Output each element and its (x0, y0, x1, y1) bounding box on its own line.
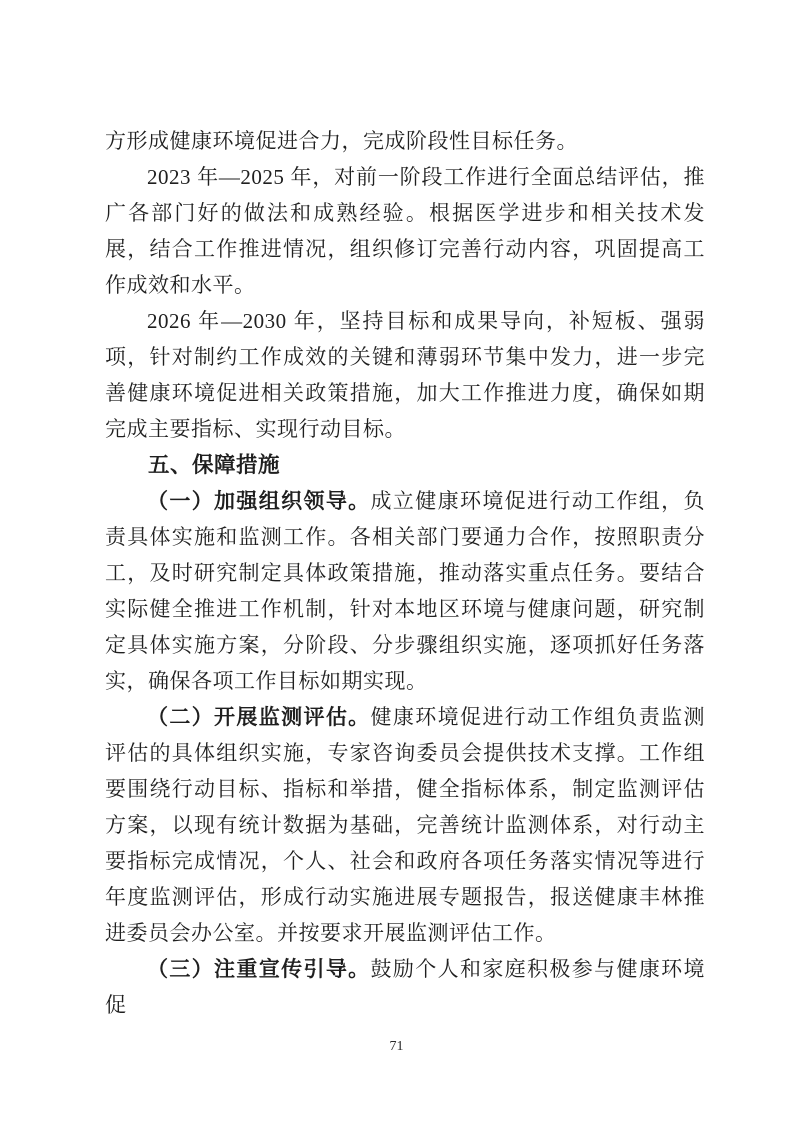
paragraph-2026-2030 (105, 303, 705, 447)
section-heading-text: 五、保障措施 (148, 453, 281, 477)
paragraph-text: 2023 年—2025 年，对前一阶段工作进行全面总结评估，推广各部门好的做法和成熟经验。根据医学进步和相关技术发展，结合工作推进情况，组织修订完善行动内容，巩固提高工作成效和水平。 (105, 165, 705, 297)
paragraph-lead: （三）注重宣传引导。 (147, 957, 371, 981)
paragraph-lead: （一）加强组织领导。 (147, 489, 371, 513)
paragraph-section-2 (105, 699, 705, 951)
document-body (105, 123, 705, 1023)
paragraph-text: 鼓励个人和家庭积极参与健康环境促 (105, 957, 706, 1017)
paragraph-lead: （二）开展监测评估。 (147, 705, 371, 729)
paragraph-text: 2026 年—2030 年，坚持目标和成果导向，补短板、强弱项，针对制约工作成效的关键和薄弱环节集中发力，进一步完善健康环境促进相关政策措施，加大工作推进力度，确保如期完成主要指标、实现行动目标。 (105, 309, 705, 441)
paragraph-section-1 (105, 483, 705, 699)
paragraph-text: 健康环境促进行动工作组负责监测评估的具体组织实施，专家咨询委员会提供技术支撑。工作组要围绕行动目标、指标和举措，健全指标体系，制定监测评估方案，以现有统计数据为基础，完善统计监测体系，对行动主要指标完成情况，个人、社会和政府各项任务落实情况等进行年度监测评估，形成行动实施进展专题报告，报送健康丰林推进委员会办公室。并按要求开展监测评估工作。 (105, 705, 706, 945)
paragraph-2023-2025 (105, 159, 705, 303)
section-heading-safeguard-measures (105, 447, 705, 483)
paragraph-text: 成立健康环境促进行动工作组，负责具体实施和监测工作。各相关部门要通力合作，按照职责分工，及时研究制定具体政策措施，推动落实重点任务。要结合实际健全推进工作机制，针对本地区环境与健康问题，研究制定具体实施方案，分阶段、分步骤组织实施，逐项抓好任务落实，确保各项工作目标如期实现。 (105, 489, 706, 693)
paragraph-continuation (105, 123, 705, 159)
paragraph-text: 方形成健康环境促进合力，完成阶段性目标任务。 (105, 129, 578, 153)
paragraph-section-3 (105, 951, 705, 1023)
page-number: 71 (389, 1039, 404, 1054)
